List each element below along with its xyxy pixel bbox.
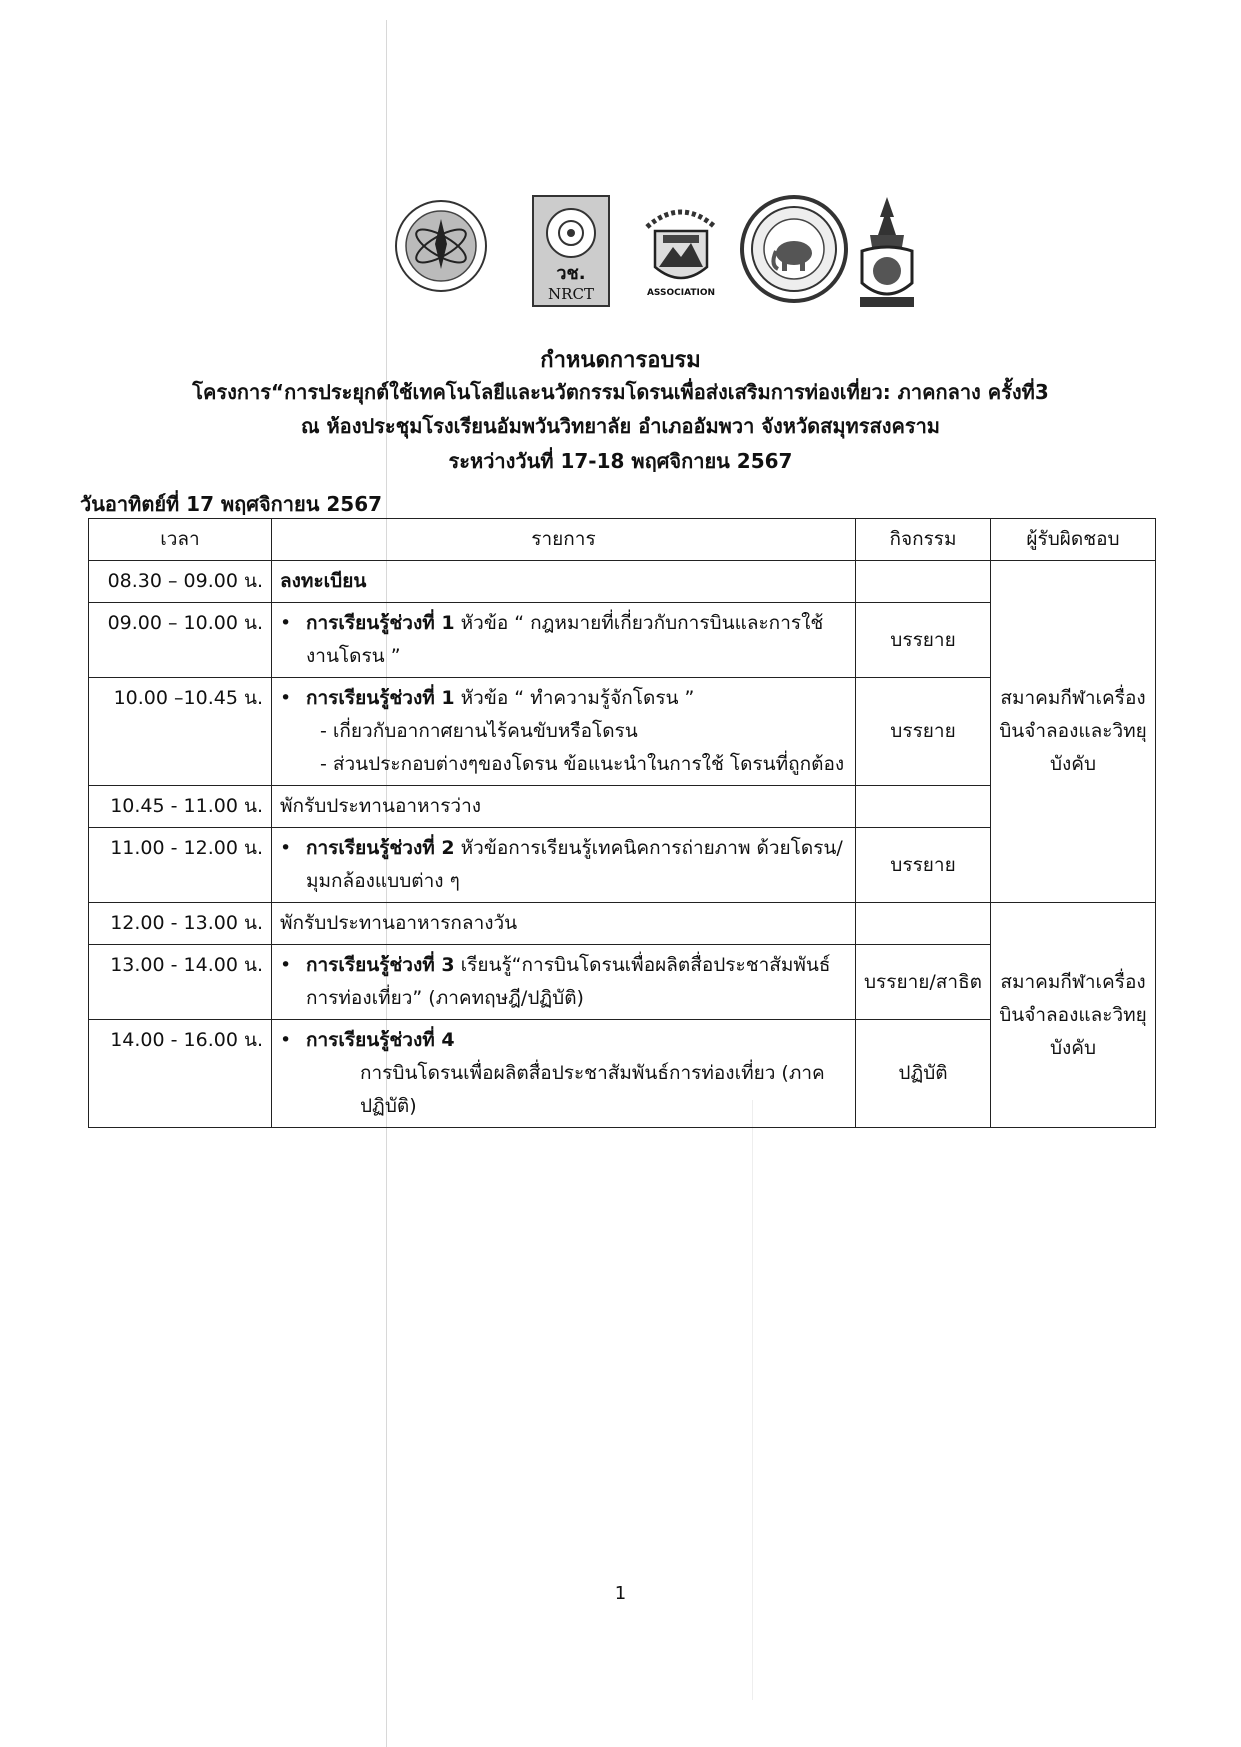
item-cell: • การเรียนรู้ช่วงที่ 3 เรียนรู้“การบินโดรนเพื่อผลิตสื่อประชาสัมพันธ์การท่องเที่ยว” (ภาคทฤษฎี/ปฏิบัติ) [272, 945, 856, 1020]
page-number: 1 [614, 1583, 627, 1604]
responsible-cell: สมาคมกีฬาเครื่องบินจำลองและวิทยุบังคับ [991, 903, 1156, 1128]
time-cell: 14.00 - 16.00 น. [89, 1020, 272, 1128]
day-title: วันอาทิตย์ที่ 17 พฤศจิกายน 2567 [80, 492, 383, 516]
item-cell: พักรับประทานอาหารว่าง [272, 786, 856, 828]
school-crest [856, 195, 918, 311]
time-cell: 09.00 – 10.00 น. [89, 603, 272, 678]
project-title: โครงการ“การประยุกต์ใช้เทคโนโลยีและนวัตกรรมโดรนเพื่อส่งเสริมการท่องเที่ยว: ภาคกลาง ครั้งที่3 [192, 380, 1049, 404]
time-cell: 08.30 – 09.00 น. [89, 561, 272, 603]
time-cell: 10.00 –10.45 น. [89, 678, 272, 786]
header-time: เวลา [89, 519, 272, 561]
table-row [89, 903, 1156, 945]
activity-cell: ปฏิบัติ [856, 1020, 991, 1128]
venue-line: ณ ห้องประชุมโรงเรียนอัมพวันวิทยาลัย อำเภออัมพวา จังหวัดสมุทรสงคราม [300, 414, 940, 438]
activity-cell: บรรยาย/สาธิต [856, 945, 991, 1020]
item-cell: • การเรียนรู้ช่วงที่ 1 หัวข้อ “ ทำความรู้จักโดรน ” - เกี่ยวกับอากาศยานไร้คนขับหรือโดรน - ส่วนประกอบต่างๆของโดรน ข้อแนะนำในการใช้ โดรนที่ถูกต้อง [272, 678, 856, 786]
table-header-row [89, 519, 1156, 561]
activity-cell [856, 786, 991, 828]
page-title: กำหนดการอบรม [540, 348, 701, 373]
activity-cell [856, 903, 991, 945]
item-cell: พักรับประทานอาหารกลางวัน [272, 903, 856, 945]
time-cell: 12.00 - 13.00 น. [89, 903, 272, 945]
svg-text:ASSOCIATION: ASSOCIATION [646, 288, 716, 298]
item-cell: ลงทะเบียน [272, 561, 856, 603]
item-cell: • การเรียนรู้ช่วงที่ 2 หัวข้อการเรียนรู้เทคนิคการถ่ายภาพ ด้วยโดรน/มุมกล้องแบบต่าง ๆ [272, 828, 856, 903]
svg-text:NRCT: NRCT [548, 285, 594, 303]
table-row [89, 561, 1156, 603]
bullet-icon: • [280, 954, 292, 976]
item-cell: • การเรียนรู้ช่วงที่ 4 การบินโดรนเพื่อผลิตสื่อประชาสัมพันธ์การท่องเที่ยว (ภาคปฏิบัติ) [272, 1020, 856, 1128]
sub-item: การบินโดรนเพื่อผลิตสื่อประชาสัมพันธ์การท่องเที่ยว (ภาคปฏิบัติ) [360, 1062, 825, 1117]
responsible-cell: สมาคมกีฬาเครื่องบินจำลองและวิทยุบังคับ [991, 561, 1156, 903]
item-cell: • การเรียนรู้ช่วงที่ 1 หัวข้อ “ กฎหมายที่เกี่ยวกับการบินและการใช้งานโดรน ” [272, 603, 856, 678]
time-cell: 13.00 - 14.00 น. [89, 945, 272, 1020]
time-cell: 11.00 - 12.00 น. [89, 828, 272, 903]
science-agency-seal [394, 199, 488, 293]
nrct-logo [532, 195, 610, 307]
sub-item: - เกี่ยวกับอากาศยานไร้คนขับหรือโดรน [320, 720, 638, 742]
activity-cell [856, 561, 991, 603]
logo-row [388, 195, 908, 325]
bullet-icon: • [280, 1029, 292, 1051]
bullet-icon: • [280, 837, 292, 859]
header-responsible: ผู้รับผิดชอบ [991, 519, 1156, 561]
activity-cell: บรรยาย [856, 603, 991, 678]
header-activity: กิจกรรม [856, 519, 991, 561]
header-item: รายการ [272, 519, 856, 561]
date-range: ระหว่างวันที่ 17-18 พฤศจิกายน 2567 [448, 449, 793, 473]
time-cell: 10.45 - 11.00 น. [89, 786, 272, 828]
sports-association-shield [633, 197, 729, 305]
activity-cell: บรรยาย [856, 678, 991, 786]
bullet-icon: • [280, 687, 292, 709]
svg-text:วช.: วช. [556, 263, 586, 284]
provincial-elephant-seal [740, 195, 848, 303]
activity-cell: บรรยาย [856, 828, 991, 903]
sub-item: - ส่วนประกอบต่างๆของโดรน ข้อแนะนำในการใช้ โดรนที่ถูกต้อง [320, 753, 845, 775]
bullet-icon: • [280, 612, 292, 634]
schedule-table [88, 518, 1156, 1128]
